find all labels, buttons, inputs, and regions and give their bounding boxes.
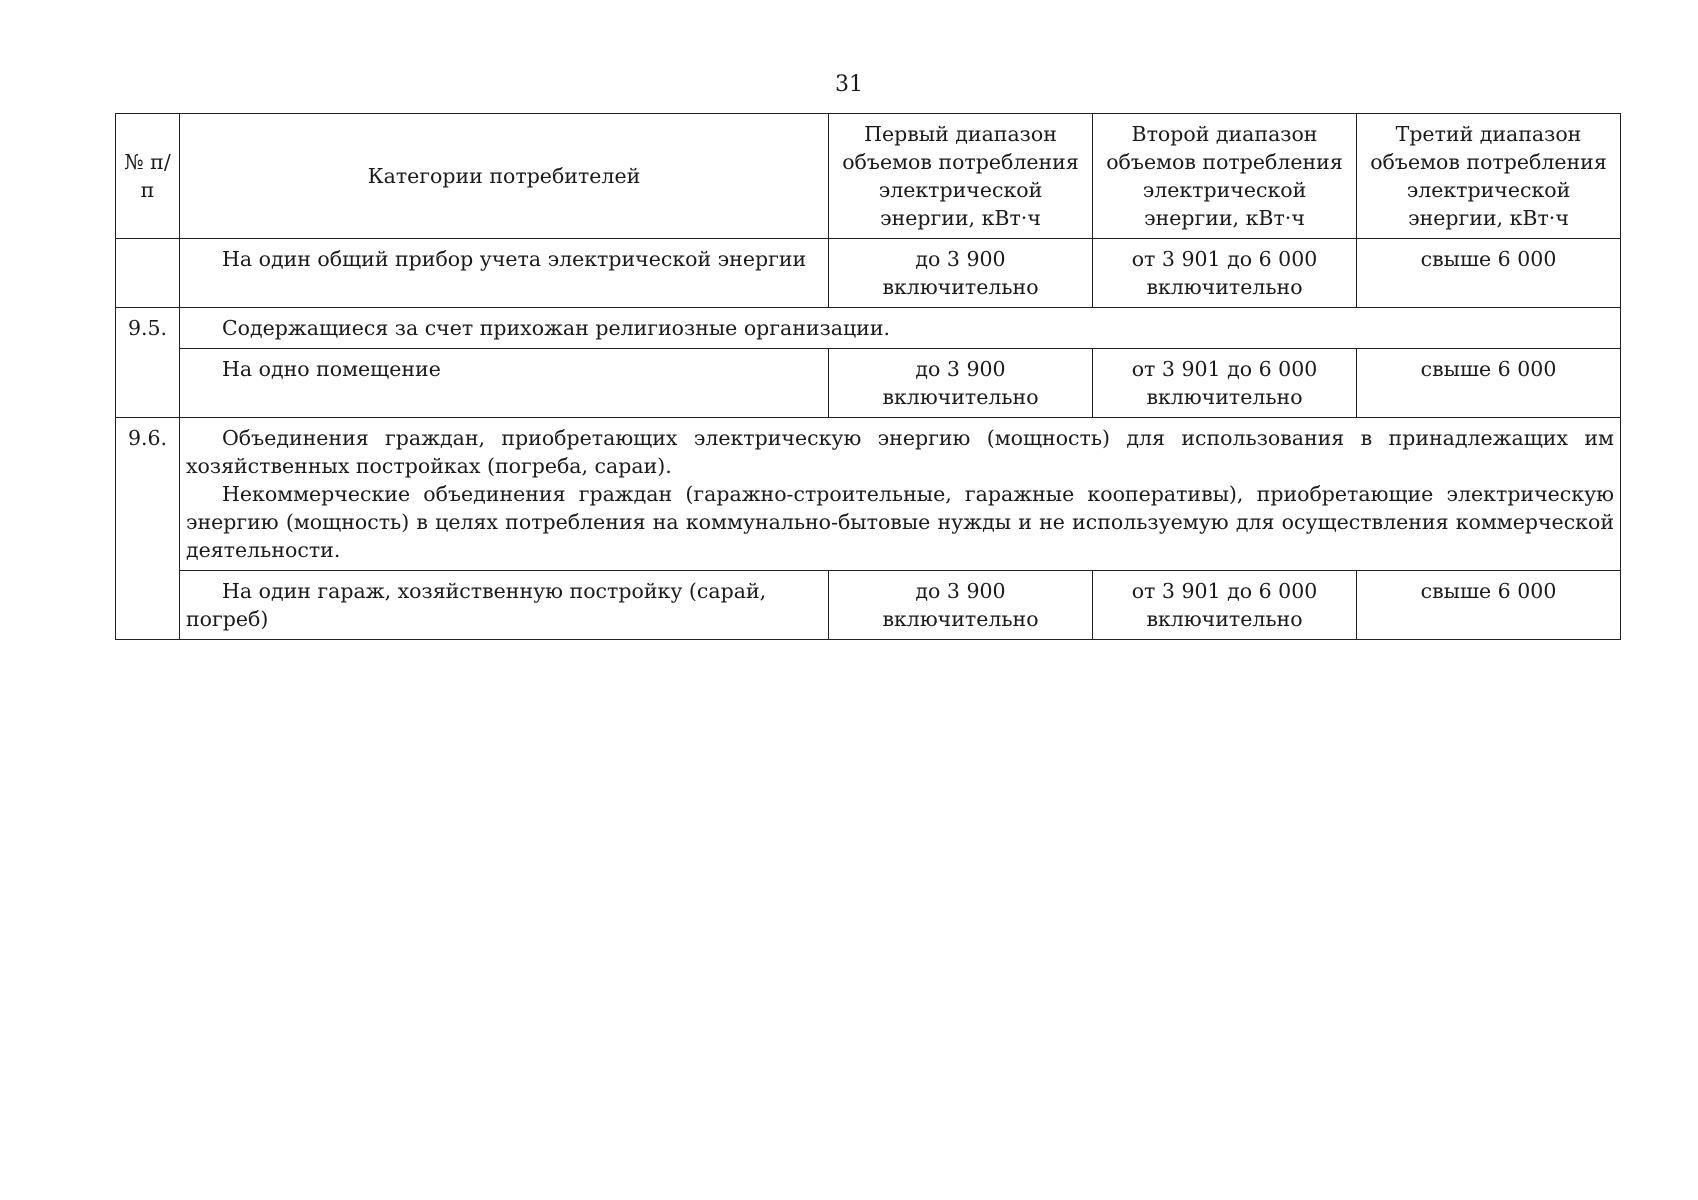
row-range-2: от 3 901 до 6 000 включительно	[1093, 571, 1357, 640]
header-range-1: Первый диапазон объемов потребления электрической энергии, кВт·ч	[829, 114, 1093, 239]
row-category	[180, 571, 829, 640]
section-9-6-number: 9.6.	[116, 418, 180, 640]
row-category	[180, 239, 829, 308]
row-category	[180, 349, 829, 418]
page-number: 31	[835, 72, 863, 97]
section-9-5-title-text: Содержащиеся за счет прихожан религиозные организации.	[222, 316, 891, 340]
row-range-1: до 3 900 включительно	[829, 239, 1093, 308]
section-9-5-title-row	[116, 308, 1621, 349]
table-header-row	[116, 114, 1621, 239]
section-9-5-number: 9.5.	[116, 308, 180, 418]
header-category: Категории потребителей	[180, 114, 829, 239]
section-9-6-paragraph-1: Объединения граждан, приобретающих электрическую энергию (мощность) для использования в принадлежащих им хозяйственных постройках (погреба, сараи).	[186, 426, 1614, 478]
header-range-3: Третий диапазон объемов потребления электрической энергии, кВт·ч	[1357, 114, 1621, 239]
row-range-2: от 3 901 до 6 000 включительно	[1093, 349, 1357, 418]
row-range-1: до 3 900 включительно	[829, 571, 1093, 640]
row-range-3: свыше 6 000	[1357, 239, 1621, 308]
row-range-1: до 3 900 включительно	[829, 349, 1093, 418]
section-9-6-paragraph-2: Некоммерческие объединения граждан (гаражно-строительные, гаражные кооперативы), приобретающие электрическую энергию (мощность) в целях потребления на коммунально-бытовые нужды и не используемую для осуществления коммерческой деятельности.	[186, 482, 1614, 562]
table-row	[116, 349, 1621, 418]
table-row	[116, 571, 1621, 640]
row-category-text: На одно помещение	[222, 357, 441, 381]
header-range-2: Второй диапазон объемов потребления электрической энергии, кВт·ч	[1093, 114, 1357, 239]
row-category-text: На один гараж, хозяйственную постройку (сарай, погреб)	[186, 579, 767, 631]
table-row	[116, 239, 1621, 308]
row-range-3: свыше 6 000	[1357, 571, 1621, 640]
tariff-range-table	[115, 113, 1621, 640]
section-9-6-description	[180, 418, 1621, 571]
row-range-3: свыше 6 000	[1357, 349, 1621, 418]
row-category-text: На один общий прибор учета электрической энергии	[222, 247, 807, 271]
section-9-5-title	[180, 308, 1621, 349]
section-9-6-description-row	[116, 418, 1621, 571]
row-number	[116, 239, 180, 308]
row-range-2: от 3 901 до 6 000 включительно	[1093, 239, 1357, 308]
header-number: № п/п	[116, 114, 180, 239]
